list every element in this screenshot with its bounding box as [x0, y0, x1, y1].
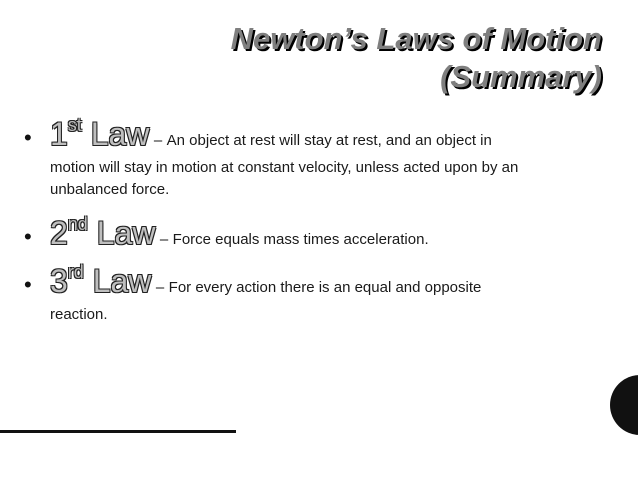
slide-title-line-2-text: (Summary) [440, 59, 602, 94]
law-ordinal-suffix: st [67, 115, 82, 135]
slide-title-line-1-text: Newton’s Laws of Motion [230, 21, 602, 56]
law-word: Law [92, 263, 152, 299]
law-word: Law [96, 215, 156, 251]
law-description-start: For every action there is an equal and opposite [168, 279, 482, 296]
law-item-third [24, 263, 598, 326]
law-dash: – [159, 231, 169, 248]
slide-title-line-1 [231, 20, 602, 58]
law-number: 1 [50, 116, 68, 152]
law-description-continued: motion will stay in motion at constant velocity, unless acted upon by an unbalanced force. [50, 159, 519, 198]
law-dash: – [155, 279, 165, 296]
law-item-second [24, 215, 598, 252]
law-first-line [24, 215, 598, 252]
law-item-first [24, 116, 598, 201]
law-first-line [24, 263, 598, 300]
law-heading [50, 263, 151, 299]
law-description-start: Force equals mass times acceleration. [172, 231, 429, 248]
law-heading [50, 116, 149, 152]
law-first-line [24, 116, 598, 153]
slide-title [231, 20, 602, 96]
law-word: Law [90, 116, 150, 152]
law-number: 3 [50, 263, 68, 299]
bullet-icon: • [24, 272, 32, 297]
law-description-continued: reaction. [50, 306, 108, 323]
bullet-icon: • [24, 224, 32, 249]
law-ordinal-suffix: nd [67, 214, 88, 234]
law-number: 2 [50, 215, 68, 251]
decorative-rule [0, 430, 236, 433]
law-dash: – [153, 132, 163, 149]
law-description-start: An object at rest will stay at rest, and an object in [166, 132, 492, 149]
slide-title-line-2 [231, 58, 602, 96]
bullet-icon: • [24, 125, 32, 150]
decorative-circle [610, 375, 638, 435]
law-heading [50, 215, 155, 251]
law-ordinal-suffix: rd [67, 262, 84, 282]
